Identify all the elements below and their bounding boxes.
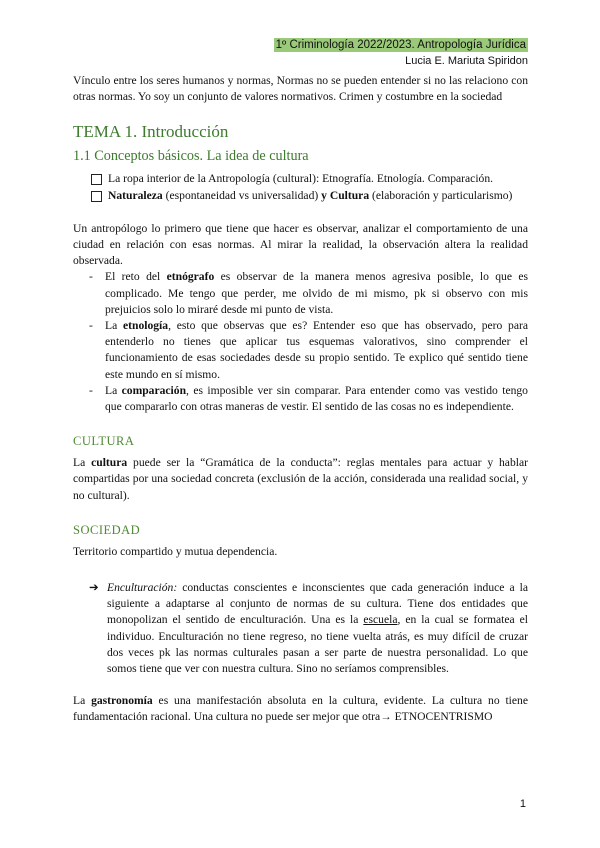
cultura-paragraph bbox=[73, 455, 528, 504]
checklist-item-text: (espontaneidad vs universalidad) bbox=[162, 188, 322, 202]
list-text: es observar de la manera menos agresiva posible, lo que es complicado. Me tengo que perder, me olvido de mi mismo, pk si observo con mis prejuicios solo lo miraré desde mi punto de vista. bbox=[105, 270, 529, 316]
bold-term: gastronomía bbox=[91, 694, 153, 708]
intro-paragraph: Vínculo entre los seres humanos y normas, Normas no se pueden entender si no las relaciono con otras normas. Yo soy un conjunto de valores normativos. Crimen y costumbre en la sociedad bbox=[73, 74, 528, 104]
list-text: , en la cual se formatea el individuo. Enculturación no tiene regreso, no tiene vuelta atrás, es muy difícil de cruzar dos veces pk las normas culturales pasan a ser parte de nuestra personalidad. Lo que somos tiene que ver con nuestra cultura. Sino no seríamos comprensibles. bbox=[107, 613, 528, 676]
bold-term: Naturaleza bbox=[108, 188, 163, 202]
list-text: La bbox=[105, 383, 122, 397]
checklist-item-text: La ropa interior de la Antropología (cultural): Etnografía. Etnología. Comparación. bbox=[108, 172, 494, 186]
para-text: puede ser la “Gramática de la conducta”: reglas mentales para actuar y hablar compartidas por una sociedad concreta (exclusión de la acción, considerada una realidad social, y no cultural). bbox=[73, 456, 528, 502]
document-body bbox=[73, 73, 528, 726]
checklist-item bbox=[91, 171, 528, 187]
checklist-item-text: (elaboración y particularismo) bbox=[369, 188, 513, 202]
page-number: 1 bbox=[519, 798, 526, 810]
bold-term: etnógrafo bbox=[166, 270, 215, 284]
checklist bbox=[73, 171, 528, 203]
list-text: La bbox=[105, 319, 123, 333]
bold-term: comparación bbox=[121, 383, 187, 397]
list-item bbox=[89, 580, 528, 677]
header-course: 1º Criminología 2022/2023. Antropología Jurídica bbox=[275, 39, 526, 51]
arrow-bullet-icon: ➔ bbox=[89, 581, 99, 595]
list-text: , esto que observas que es? Entender eso que has observado, pero para entenderlo no tienes que aplicar tus esquemas valorativos, sino comprender el funcionamiento de esas sociedades desde su propio sentido. Te explico qué sentido tiene este mundo en sí mismo. bbox=[105, 319, 528, 381]
list-text: El reto del bbox=[105, 270, 167, 284]
checklist-item bbox=[91, 188, 528, 204]
bold-term: cultura bbox=[91, 456, 128, 470]
sociedad-paragraph: Territorio compartido y mutua dependencia. bbox=[73, 544, 278, 558]
list-item bbox=[89, 318, 528, 383]
bold-term: y Cultura bbox=[321, 188, 370, 202]
gastronomia-paragraph bbox=[73, 693, 528, 725]
checkbox-icon bbox=[91, 191, 102, 202]
para-text: La bbox=[73, 456, 92, 470]
dash-list bbox=[73, 269, 528, 415]
dash-bullet-icon: - bbox=[89, 383, 93, 397]
para-text: es una manifestación absoluta en la cultura, evidente. La cultura no tiene fundamentación racional. Una cultura no puede ser mejor que otra→ ETNOCENTRISMO bbox=[73, 694, 528, 724]
checkbox-icon bbox=[91, 174, 102, 185]
bold-term: etnología bbox=[122, 319, 169, 333]
tema-title: TEMA 1. Introducción bbox=[73, 122, 229, 142]
list-item bbox=[89, 383, 528, 415]
dash-bullet-icon: - bbox=[89, 270, 93, 284]
list-text: , es imposible ver sin comparar. Para entender como vas vestido tengo que compararlo con otras maneras de vestir. El sentido de las cosas no es independiente. bbox=[105, 383, 528, 414]
underlined-term: escuela bbox=[363, 613, 398, 627]
sociedad-heading: SOCIEDAD bbox=[73, 522, 141, 537]
anthropologist-paragraph: Un antropólogo lo primero que tiene que hacer es observar, analizar el comportamiento de una ciudad en relación con esas normas. Al mirar la realidad, la observación altera la realidad observada. bbox=[73, 221, 528, 268]
header-author: Lucia E. Mariuta Spiridon bbox=[405, 55, 528, 67]
para-text: La bbox=[73, 694, 92, 708]
arrow-list bbox=[73, 580, 528, 677]
cultura-heading: CULTURA bbox=[73, 434, 135, 449]
list-text: conductas conscientes e inconscientes que cada generación induce a la siguiente a adaptarse al conjunto de normas de su cultura. Tiene dos entidades que monopolizan el sentido de enculturación. Una es la bbox=[107, 581, 528, 627]
italic-term: Enculturación: bbox=[107, 581, 178, 595]
dash-bullet-icon: - bbox=[89, 319, 93, 333]
section-subtitle: 1.1 Conceptos básicos. La idea de cultura bbox=[73, 148, 309, 165]
list-item bbox=[89, 269, 529, 318]
